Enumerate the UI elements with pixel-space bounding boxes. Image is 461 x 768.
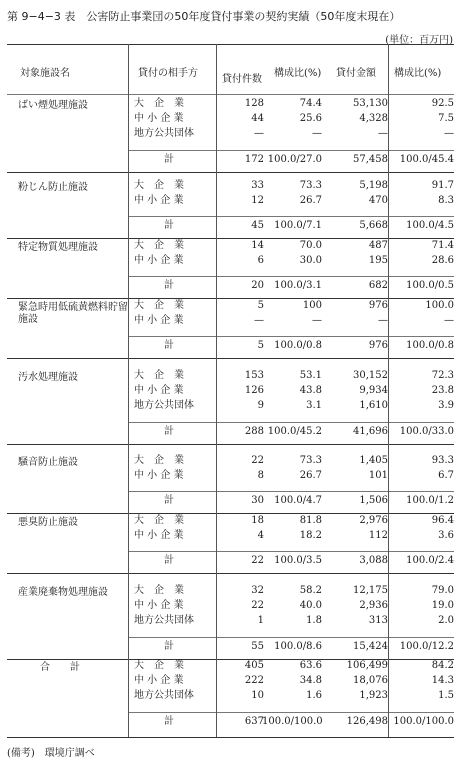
cratio-cell: 58.2	[299, 585, 322, 596]
amount-cell: 18,076	[353, 675, 388, 687]
count-cell: 288	[244, 425, 264, 437]
counterparty-label: 中 小 企 業	[134, 600, 184, 612]
amount-cell: 112	[368, 530, 388, 542]
counterparty-label: 中 小 企 業	[134, 113, 184, 125]
amount-cell: 53,130	[353, 98, 388, 109]
aratio-cell: 84.2	[431, 660, 454, 671]
amount-cell: 4,328	[359, 113, 388, 125]
cratio-cell: 53.1	[299, 370, 322, 381]
cratio-cell: 100.0/4.7	[274, 495, 322, 507]
cratio-cell: 26.7	[299, 195, 322, 207]
table-bottom-rule	[7, 737, 454, 738]
cratio-cell: 18.2	[299, 530, 322, 542]
amount-cell: 15,424	[353, 640, 388, 652]
amount-cell: —	[378, 128, 388, 140]
aratio-cell: 96.4	[431, 515, 454, 526]
count-cell: 5	[257, 340, 264, 352]
table-title: 第 9−4−3 表 公害防止事業団の50年度貸付事業の契約実績（50年度末現在）	[7, 10, 401, 23]
cratio-cell: 100.0/100.0	[262, 715, 323, 727]
aratio-cell: 100.0/4.5	[406, 220, 454, 232]
amount-cell: 3,088	[359, 555, 388, 567]
total-label: 計	[164, 220, 174, 232]
count-cell: 32	[251, 585, 264, 596]
cratio-cell: 81.8	[299, 515, 322, 526]
counterparty-label: 中 小 企 業	[134, 385, 184, 397]
aratio-cell: —	[444, 315, 454, 327]
header-count: 貸付件数	[222, 74, 262, 85]
count-cell: 6	[257, 255, 264, 267]
count-cell: 20	[251, 280, 264, 292]
count-cell: 22	[251, 455, 264, 466]
cratio-cell: 73.3	[299, 455, 322, 466]
counterparty-label: 中 小 企 業	[134, 530, 184, 542]
amount-cell: 57,458	[353, 153, 388, 165]
aratio-cell: 100.0/45.4	[399, 153, 454, 165]
amount-cell: 976	[368, 340, 388, 352]
count-cell: 22	[251, 600, 264, 612]
aratio-cell: 91.7	[431, 180, 454, 191]
count-cell: 33	[251, 180, 264, 191]
count-cell: 18	[251, 515, 264, 526]
amount-cell: 9,934	[359, 385, 388, 397]
counterparty-label: 大 企 業	[134, 370, 184, 381]
cratio-cell: 100.0/0.8	[274, 340, 322, 352]
count-cell: 637	[244, 715, 264, 727]
header-amount: 貸付金額	[336, 68, 376, 79]
amount-cell: 470	[368, 195, 388, 207]
count-cell: —	[254, 128, 264, 140]
aratio-cell: 28.6	[431, 255, 454, 267]
count-cell: 128	[244, 98, 264, 109]
total-label: 計	[164, 640, 174, 652]
count-cell: 55	[251, 640, 264, 652]
aratio-cell: 72.3	[431, 370, 454, 381]
total-label: 計	[164, 280, 174, 292]
total-label: 計	[164, 340, 174, 352]
count-cell: 44	[251, 113, 264, 125]
cratio-cell: 100.0/27.0	[267, 153, 322, 165]
subtotal-rule	[128, 551, 454, 552]
amount-cell: 30,152	[353, 370, 388, 381]
count-cell: 405	[244, 660, 264, 671]
amount-cell: 2,976	[359, 515, 388, 526]
counterparty-label: 中 小 企 業	[134, 675, 184, 687]
counterparty-label: 大 企 業	[134, 660, 184, 671]
cratio-cell: 3.1	[306, 400, 322, 412]
cratio-cell: 100.0/45.2	[267, 425, 322, 437]
counterparty-label: 大 企 業	[134, 300, 184, 311]
subtotal-rule	[128, 712, 454, 713]
total-label: 計	[164, 555, 174, 567]
column-rule	[216, 44, 217, 737]
counterparty-label: 大 企 業	[134, 585, 184, 596]
count-cell: 14	[251, 240, 264, 251]
amount-cell: 313	[368, 615, 388, 627]
count-cell: 222	[244, 675, 264, 687]
aratio-cell: 8.3	[438, 195, 454, 207]
cratio-cell: 73.3	[299, 180, 322, 191]
amount-cell: 976	[368, 300, 388, 311]
subtotal-rule	[128, 336, 454, 337]
counterparty-label: 中 小 企 業	[134, 195, 184, 207]
count-cell: 8	[257, 470, 264, 482]
amount-cell: 12,175	[353, 585, 388, 596]
subtotal-rule	[128, 150, 454, 151]
cratio-cell: 43.8	[299, 385, 322, 397]
count-cell: 30	[251, 495, 264, 507]
cratio-cell: 100.0/8.6	[274, 640, 322, 652]
facility-name: 特定物質処理施設	[18, 242, 98, 253]
amount-cell: 1,405	[359, 455, 388, 466]
count-cell: 10	[251, 690, 264, 702]
column-rule	[388, 44, 389, 737]
amount-cell: 126,498	[346, 715, 388, 727]
aratio-cell: 19.0	[431, 600, 454, 612]
facility-name: 汚水処理施設	[18, 372, 78, 383]
aratio-cell: 1.5	[438, 690, 454, 702]
aratio-cell: 7.5	[438, 113, 454, 125]
subtotal-rule	[128, 276, 454, 277]
counterparty-label: 地方公共団体	[134, 128, 194, 140]
group-rule	[7, 573, 454, 574]
subtotal-rule	[128, 216, 454, 217]
amount-cell: 682	[368, 280, 388, 292]
aratio-cell: 93.3	[431, 455, 454, 466]
amount-cell: 101	[368, 470, 388, 482]
amount-cell: 1,506	[359, 495, 388, 507]
counterparty-label: 大 企 業	[134, 515, 184, 526]
amount-cell: 5,198	[359, 180, 388, 191]
unit-label: (単位：百万円)	[385, 35, 453, 46]
aratio-cell: 71.4	[431, 240, 454, 251]
subtotal-rule	[128, 637, 454, 638]
amount-cell: 41,696	[353, 425, 388, 437]
aratio-cell: 23.8	[431, 385, 454, 397]
count-cell: 45	[251, 220, 264, 232]
facility-name: 粉じん防止施設	[18, 182, 88, 193]
aratio-cell: 6.7	[438, 470, 454, 482]
aratio-cell: 79.0	[431, 585, 454, 596]
counterparty-label: 中 小 企 業	[134, 255, 184, 267]
cratio-cell: 1.8	[306, 615, 322, 627]
header-rule	[7, 94, 454, 95]
counterparty-label: 地方公共団体	[134, 615, 194, 627]
counterparty-label: 地方公共団体	[134, 400, 194, 412]
aratio-cell: 92.5	[431, 98, 454, 109]
cratio-cell: 26.7	[299, 470, 322, 482]
facility-name: 合 計	[40, 662, 80, 673]
cratio-cell: 70.0	[299, 240, 322, 251]
counterparty-label: 大 企 業	[134, 240, 184, 251]
aratio-cell: 3.6	[438, 530, 454, 542]
aratio-cell: 2.0	[438, 615, 454, 627]
cratio-cell: 30.0	[299, 255, 322, 267]
aratio-cell: 100.0/0.5	[406, 280, 454, 292]
count-cell: —	[254, 315, 264, 327]
aratio-cell: 14.3	[431, 675, 454, 687]
cratio-cell: 63.6	[299, 660, 322, 671]
cratio-cell: —	[312, 128, 322, 140]
column-rule	[128, 44, 129, 737]
counterparty-label: 大 企 業	[134, 98, 184, 109]
cratio-cell: 40.0	[299, 600, 322, 612]
cratio-cell: 100	[302, 300, 322, 311]
cratio-cell: 100.0/3.1	[274, 280, 322, 292]
group-rule	[7, 172, 454, 173]
header-counterparty: 貸付の相手方	[138, 68, 198, 79]
amount-cell: 5,668	[359, 220, 388, 232]
subtotal-rule	[128, 422, 454, 423]
header-amount-ratio: 構成比(%)	[394, 68, 442, 79]
facility-name: 産業廃棄物処理施設	[18, 587, 108, 598]
count-cell: 22	[251, 555, 264, 567]
counterparty-label: 大 企 業	[134, 455, 184, 466]
facility-name: 悪臭防止施設	[18, 517, 78, 528]
total-label: 計	[164, 495, 174, 507]
counterparty-label: 中 小 企 業	[134, 470, 184, 482]
amount-cell: —	[378, 315, 388, 327]
count-cell: 126	[244, 385, 264, 397]
aratio-cell: —	[444, 128, 454, 140]
amount-cell: 106,499	[346, 660, 388, 671]
aratio-cell: 100.0/100.0	[393, 715, 454, 727]
count-cell: 153	[244, 370, 264, 381]
cratio-cell: 25.6	[299, 113, 322, 125]
group-rule	[7, 358, 454, 359]
aratio-cell: 100.0/2.4	[406, 555, 454, 567]
table-top-rule	[7, 44, 454, 45]
cratio-cell: 1.6	[306, 690, 322, 702]
facility-name: ばい煙処理施設	[18, 100, 88, 111]
amount-cell: 1,610	[359, 400, 388, 412]
total-label: 計	[164, 715, 174, 727]
amount-cell: 195	[368, 255, 388, 267]
aratio-cell: 100.0	[425, 300, 454, 311]
amount-cell: 487	[368, 240, 388, 251]
aratio-cell: 3.9	[438, 400, 454, 412]
count-cell: 5	[257, 300, 264, 311]
source-note: (備考) 環境庁調べ	[7, 748, 95, 759]
facility-name: 緊急時用低硫黄燃料貯留施設	[18, 302, 128, 325]
cratio-cell: 74.4	[299, 98, 322, 109]
counterparty-label: 大 企 業	[134, 180, 184, 191]
total-label: 計	[164, 153, 174, 165]
subtotal-rule	[128, 491, 454, 492]
count-cell: 1	[257, 615, 264, 627]
aratio-cell: 100.0/12.2	[399, 640, 454, 652]
facility-name: 騒音防止施設	[18, 457, 78, 468]
aratio-cell: 100.0/0.8	[406, 340, 454, 352]
aratio-cell: 100.0/1.2	[406, 495, 454, 507]
header-facility: 対象施設名	[20, 68, 70, 79]
aratio-cell: 100.0/33.0	[399, 425, 454, 437]
count-cell: 12	[251, 195, 264, 207]
cratio-cell: 34.8	[299, 675, 322, 687]
cratio-cell: 100.0/7.1	[274, 220, 322, 232]
count-cell: 172	[244, 153, 264, 165]
group-rule	[7, 444, 454, 445]
amount-cell: 2,936	[359, 600, 388, 612]
counterparty-label: 地方公共団体	[134, 690, 194, 702]
total-label: 計	[164, 425, 174, 437]
count-cell: 9	[257, 400, 264, 412]
cratio-cell: 100.0/3.5	[274, 555, 322, 567]
header-count-ratio: 構成比(%)	[274, 68, 322, 79]
amount-cell: 1,923	[359, 690, 388, 702]
count-cell: 4	[257, 530, 264, 542]
cratio-cell: —	[312, 315, 322, 327]
counterparty-label: 中 小 企 業	[134, 315, 184, 327]
